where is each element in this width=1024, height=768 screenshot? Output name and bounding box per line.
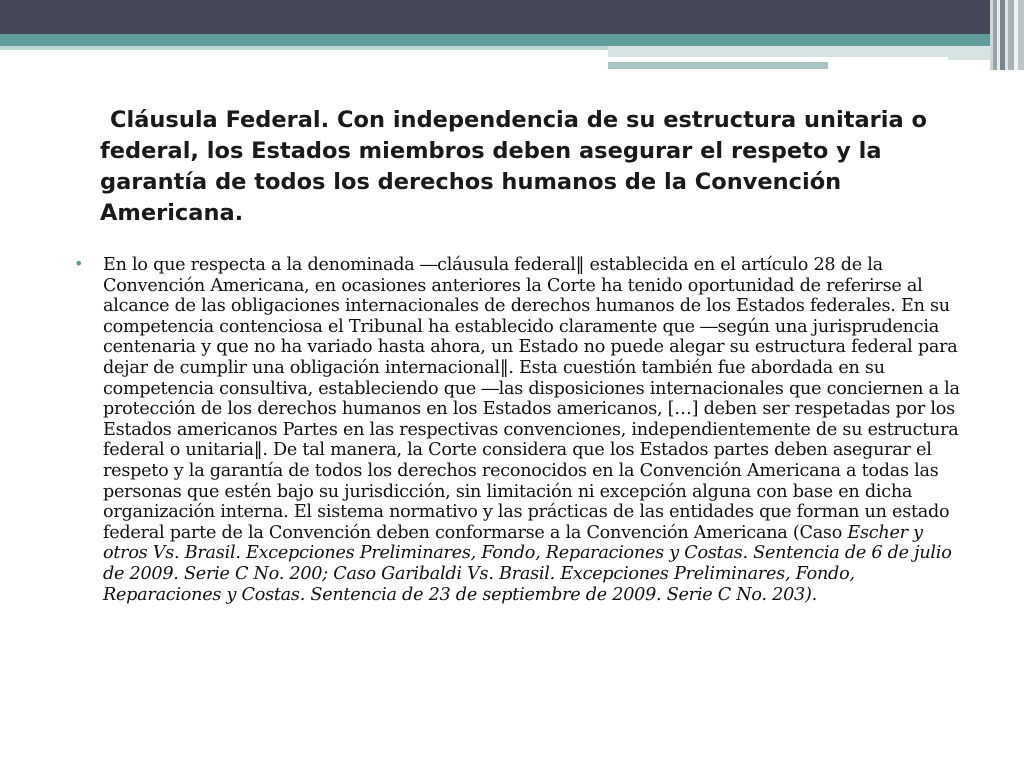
header-accent-bar-small — [608, 62, 828, 69]
slide-body — [70, 255, 965, 605]
header-bar-dark — [0, 0, 1024, 34]
bullet-item — [70, 255, 965, 605]
header-accent-line — [608, 57, 948, 60]
header-vertical-stripes — [990, 0, 1024, 70]
bullet-icon: • — [74, 254, 84, 273]
slide-title: Cláusula Federal. Con independencia de su estructura unitaria o federal, los Estados miembros deben asegurar el respeto y la garantía de todos los derechos humanos de la Convención Americana. — [100, 107, 927, 226]
header-bar-teal — [0, 34, 1024, 46]
bullet-text: En lo que respecta a la denominada ―cláusula federal‖ establecida en el artículo 28 de la Convención Americana, en ocasiones anteriores la Corte ha tenido oportunidad de referirse al alcance de las obligaciones internacionales de derechos humanos de los Estados federales. En su competencia contenciosa el Tribunal ha establecido claramente que ―según una jurisprudencia centenaria y que no ha variado hasta ahora, un Estado no puede alegar su estructura federal para dejar de cumplir una obligación internacional‖. Esta cuestión también fue abordada en su competencia consultiva, estableciendo que ―las disposiciones internacionales que conciernen a la protección de los derechos humanos en los Estados americanos, […] deben ser respetadas por los Estados americanos Partes en las respectivas convenciones, independientemente de su estructura federal o unitaria‖. De tal manera, la Corte considera que los Estados partes deben asegurar el respeto y la garantía de todos los derechos reconocidos en la Convención Americana a todas las personas que estén bajo su jurisdicción, sin limitación ni excepción alguna con base en dicha organización interna. El sistema normativo y las prácticas de las entidades que forman un estado federal parte de la Convención deben conformarse a la Convención Americana (Caso — [103, 255, 960, 543]
bullet-citation: Escher y otros Vs. Brasil. Excepciones Preliminares, Fondo, Reparaciones y Costas. Sentencia de 6 de julio de 2009. Serie C No. 200; Caso Garibaldi Vs. Brasil. Excepciones Preliminares, Fondo, Reparaciones y Costas. Sentencia de 23 de septiembre de 2009. Serie C No. 203). — [103, 522, 952, 605]
header-bar-teal-light — [0, 46, 620, 50]
